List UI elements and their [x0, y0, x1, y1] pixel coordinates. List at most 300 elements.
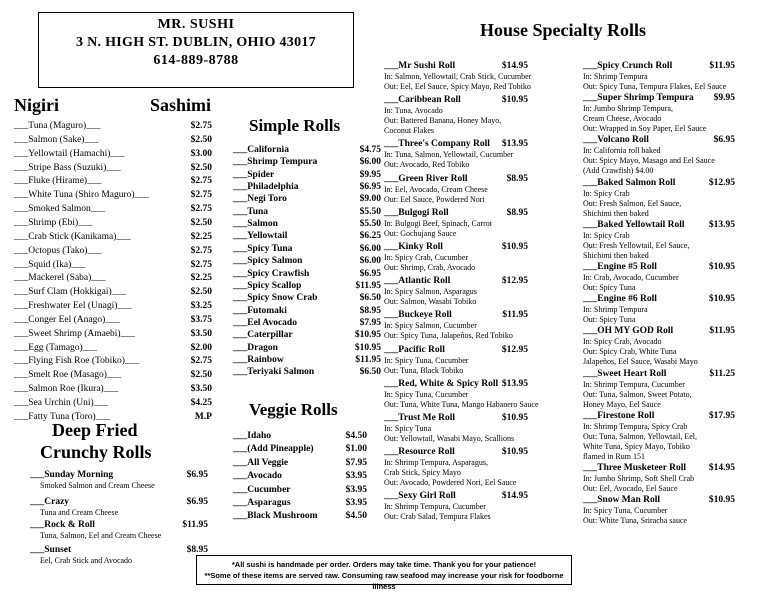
item-name: ___Salmon — [233, 219, 278, 230]
house-roll-item — [384, 95, 528, 136]
item-name: ___Yellowtail — [233, 231, 288, 242]
item-price: $6.00 — [359, 243, 381, 254]
item-name: ___Crazy — [30, 497, 70, 507]
item-description-line: Out: Tuna, Black Tobiko — [384, 365, 464, 375]
nigiri-row — [14, 328, 212, 341]
simple-roll-row — [233, 230, 381, 243]
item-price: $3.50 — [190, 328, 212, 339]
item-description-line: In: Shrimp Tempura — [583, 72, 648, 81]
item-name: ___Sunday Morning — [30, 470, 114, 480]
item-description-line: White Tuna, Spicy Mayo, Tobiko — [583, 441, 690, 451]
item-description-line: Out: Tuna, Salmon, Yellowtail, Eel, — [583, 431, 698, 441]
simple-roll-row — [233, 268, 381, 281]
veggie-roll-row — [233, 484, 367, 497]
item-name: ___Baked Yellowtail Roll — [583, 219, 685, 230]
simple-roll-row — [233, 342, 381, 355]
item-description: Eel, Crab Stick and Avocado — [40, 556, 133, 565]
item-description: Tuna and Cream Cheese — [40, 508, 119, 517]
item-name: ___Firestone Roll — [583, 410, 655, 421]
item-name: ___Pacific Roll — [384, 344, 445, 355]
crunchy-roll-item — [30, 520, 208, 541]
item-price: $2.25 — [190, 273, 212, 284]
item-description-line: In: Jumbo Shrimp Tempura, — [583, 104, 673, 114]
item-description: Smoked Salmon and Cream Cheese — [40, 481, 155, 490]
item-description-line: Out: Avocado, Red Tobiko — [384, 160, 470, 170]
item-description-line: Out: Eel, Avocado, Eel Sauce — [583, 484, 678, 493]
crunchy-roll-item — [30, 470, 208, 491]
item-price: $7.95 — [359, 317, 381, 328]
footer-notice — [196, 555, 572, 591]
item-name: ___Caribbean Roll — [384, 95, 461, 106]
item-description-line: In: Shrimp Tempura, Asparagus, — [384, 458, 488, 468]
item-description-line: In: Spicy Crab — [583, 188, 630, 198]
item-name: ___Smelt Roe (Masago)___ — [14, 370, 122, 381]
nigiri-row — [14, 342, 212, 355]
item-name: ___Sunset — [30, 545, 72, 555]
item-name: ___Spicy Crawfish — [233, 268, 310, 279]
item-price: $10.95 — [354, 342, 381, 353]
simple-roll-row — [233, 243, 381, 256]
item-name: ___Flying Fish Roe (Tobiko)___ — [14, 356, 140, 367]
item-price: $11.95 — [502, 310, 528, 321]
simple-roll-row — [233, 169, 381, 182]
item-name: ___Crab Stick (Kanikama)___ — [14, 231, 131, 242]
item-price: $6.50 — [359, 293, 381, 304]
item-name: ___Spicy Tuna — [233, 243, 293, 254]
item-description-line: Out: Spicy Tuna — [583, 283, 636, 292]
restaurant-phone: 614-889-8788 — [153, 53, 239, 68]
item-price: $2.50 — [190, 134, 212, 145]
item-description-line: Out: Gochujang Sauce — [384, 228, 457, 238]
item-price: $1.00 — [345, 444, 367, 455]
item-description-line: In: Crab, Avocado, Cucumber — [583, 273, 679, 282]
item-description-line: Out: Spicy Tuna, Jalapeños, Red Tobiko — [384, 331, 513, 341]
item-name: ___Super Shrimp Tempura — [583, 93, 694, 104]
item-name: ___Sexy Girl Roll — [384, 491, 456, 502]
house-roll-item — [583, 93, 735, 134]
item-price: $10.95 — [501, 95, 528, 106]
item-description-line: In: Shrimp Tempura, Cucumber — [384, 502, 486, 512]
item-name: ___Bulgogi Roll — [384, 207, 449, 218]
item-name: ___Rock & Roll — [30, 520, 95, 530]
item-price: $8.95 — [506, 173, 528, 184]
item-price: $6.95 — [713, 135, 735, 146]
item-name: ___Tuna — [233, 206, 269, 217]
item-price: $11.95 — [709, 61, 735, 71]
item-name: ___Caterpillar — [233, 330, 293, 341]
item-price: $9.00 — [359, 194, 381, 205]
item-price: $8.95 — [186, 545, 208, 555]
item-description-line: In: Spicy Salmon, Cucumber — [384, 321, 477, 331]
simple-roll-row — [233, 181, 381, 194]
item-name: ___Sea Urchin (Uni)___ — [14, 398, 108, 408]
item-description: Tuna, Salmon, Eel and Cream Cheese — [40, 531, 162, 540]
item-price: $2.50 — [190, 370, 212, 381]
item-name: ___Sweet Heart Roll — [583, 368, 667, 379]
simple-roll-row — [233, 144, 381, 157]
veggie-roll-row — [233, 497, 367, 510]
item-description-line: Out: Tuna, Salmon, Sweet Potato, — [583, 389, 692, 399]
item-price: $17.95 — [708, 410, 735, 421]
item-name: ___Smoked Salmon___ — [14, 204, 106, 215]
item-price: $10.95 — [708, 495, 735, 506]
item-price: $14.95 — [501, 61, 528, 71]
footer-line-2: **Some of these items are served raw. Consuming raw seafood may increase your risk for foodborne illness — [204, 571, 564, 591]
restaurant-address: 3 N. HIGH ST. DUBLIN, OHIO 43017 — [76, 35, 316, 50]
item-price: $2.50 — [190, 217, 212, 228]
item-description-line: In: Tuna, Salmon, Yellowtail, Cucumber — [384, 150, 514, 160]
item-price: $2.75 — [190, 204, 212, 215]
footer-line-1: *All sushi is handmade per order. Orders may take time. Thank you for your patience! — [231, 560, 537, 569]
item-name: ___Spicy Scallop — [233, 280, 302, 291]
item-price: $2.25 — [190, 231, 212, 242]
house-roll-item — [384, 447, 528, 488]
item-price: $3.95 — [345, 484, 367, 495]
item-description-line: Out: Battered Banana, Honey Mayo, — [384, 116, 502, 126]
veggie-roll-row — [233, 510, 367, 523]
item-description-line: Out: Avocado, Powdered Nori, Eel Sauce — [384, 478, 517, 488]
item-name: ___Fluke (Hirame)___ — [14, 176, 102, 187]
item-description-line: In: Shrimp Tempura, Cucumber — [583, 379, 685, 389]
item-description-line: Shichimi then baked — [583, 208, 649, 218]
nigiri-row — [14, 245, 212, 258]
item-description-line: Shichimi then baked — [583, 250, 649, 260]
house-specialty-heading: House Specialty Rolls — [480, 20, 647, 40]
house-roll-item — [384, 242, 528, 273]
item-name: ___Engine #6 Roll — [583, 294, 657, 305]
item-name: ___Rainbow — [233, 354, 284, 365]
item-price: $2.00 — [190, 342, 212, 353]
nigiri-row — [14, 314, 212, 327]
simple-roll-row — [233, 305, 381, 318]
item-price: $5.50 — [359, 206, 381, 217]
item-name: ___Snow Man Roll — [583, 495, 661, 506]
item-name: ___Salmon (Sake)___ — [14, 134, 99, 145]
nigiri-row — [14, 217, 212, 230]
item-price: $8.95 — [359, 305, 381, 316]
item-name: ___OH MY GOD Roll — [583, 326, 674, 337]
item-name: ___Salmon Roe (Ikura)___ — [14, 384, 118, 395]
restaurant-header — [38, 12, 354, 88]
item-price: $4.75 — [359, 145, 381, 155]
item-description-line: In: Eel, Avocado, Cream Cheese — [384, 184, 488, 194]
item-description-line: In: Spicy Crab, Avocado — [583, 337, 662, 347]
simple-roll-row — [233, 218, 381, 231]
item-description-line: In: Shrimp Tempura — [583, 305, 648, 315]
item-price: $10.95 — [354, 330, 381, 341]
item-name: ___Dragon — [233, 342, 278, 353]
item-name: ___Shrimp Tempura — [233, 157, 318, 168]
item-price: $13.95 — [501, 139, 528, 150]
item-name: ___Freshwater Eel (Unagi)___ — [14, 301, 132, 312]
item-name: ___California — [233, 145, 289, 155]
item-name: ___Sweet Shrimp (Amaebi)___ — [14, 328, 135, 339]
item-name: ___Tuna (Maguro)___ — [14, 121, 101, 131]
simple-rolls-heading: Simple Rolls — [249, 116, 341, 135]
item-price: $6.00 — [359, 157, 381, 168]
nigiri-row — [14, 355, 212, 368]
item-name: ___Atlantic Roll — [384, 276, 451, 287]
item-price: $6.95 — [359, 268, 381, 279]
item-description-line: In: Shrimp Tempura, Spicy Crab — [583, 421, 688, 431]
item-name: ___Asparagus — [233, 498, 291, 508]
item-name: ___White Tuna (Shiro Maguro)___ — [14, 190, 149, 201]
item-price: $10.95 — [708, 294, 735, 305]
item-description-line: In: California roll baked — [583, 146, 661, 156]
item-price: $4.50 — [345, 511, 367, 522]
item-price: $3.25 — [190, 301, 212, 312]
simple-roll-row — [233, 193, 381, 206]
item-name: ___Spicy Salmon — [233, 256, 303, 267]
item-description-line: flamed in Rum 151 — [583, 451, 645, 461]
item-name: ___Futomaki — [233, 305, 287, 316]
nigiri-row — [14, 369, 212, 382]
item-description-line: Crab Stick, Spicy Mayo — [384, 468, 461, 478]
house-roll-item — [583, 294, 735, 325]
item-description-line: Out: Crab Salad, Tempura Flakes — [384, 512, 491, 522]
item-name: ___(Add Pineapple) — [233, 444, 314, 455]
item-description-line: Out: Spicy Tuna, Tempura Flakes, Eel Sauce — [583, 82, 727, 91]
item-description-line: Out: Fresh Yellowtail, Eel Sauce, — [583, 240, 690, 250]
item-description-line: In: Spicy Tuna — [384, 424, 432, 433]
house-roll-item — [583, 326, 735, 367]
nigiri-row — [14, 397, 212, 410]
item-name: ___Octopus (Tako)___ — [14, 245, 102, 256]
nigiri-row — [14, 231, 212, 244]
nigiri-heading: Nigiri — [14, 95, 59, 115]
house-roll-item — [384, 276, 528, 307]
house-roll-item — [384, 310, 528, 341]
item-name: ___Fatty Tuna (Toro)___ — [14, 411, 110, 422]
item-description-line: In: Spicy Crab, Cucumber — [384, 253, 468, 262]
simple-roll-row — [233, 255, 381, 268]
veggie-roll-row — [233, 430, 367, 443]
house-roll-item — [583, 220, 735, 261]
item-price: $14.95 — [501, 491, 528, 502]
item-price: $4.50 — [345, 431, 367, 441]
item-price: $9.95 — [713, 93, 735, 104]
item-name: ___Spicy Crunch Roll — [583, 61, 673, 71]
house-roll-item — [384, 208, 528, 239]
item-price: $6.95 — [186, 470, 208, 480]
item-description-line: In: Tuna, Avocado — [384, 106, 443, 116]
item-price: $11.95 — [709, 326, 735, 337]
item-price: $2.75 — [190, 121, 212, 131]
item-name: ___Spider — [233, 169, 275, 180]
nigiri-row — [14, 300, 212, 313]
house-roll-item — [583, 369, 735, 410]
item-description-line: Out: White Tuna, Sriracha sauce — [583, 516, 688, 526]
veggie-roll-row — [233, 470, 367, 483]
item-name: ___Baked Salmon Roll — [583, 177, 676, 188]
crunchy-roll-item — [30, 497, 208, 518]
item-description-line: In: Spicy Salmon, Asparagus — [384, 287, 477, 297]
restaurant-name: MR. SUSHI — [157, 17, 235, 32]
house-roll-item — [384, 491, 528, 522]
item-name: ___Negi Toro — [233, 194, 287, 205]
item-name: ___Stripe Bass (Suzuki)___ — [14, 162, 121, 173]
simple-roll-row — [233, 156, 381, 169]
item-price: $12.95 — [501, 344, 528, 355]
item-name: ___Three's Company Roll — [384, 139, 490, 150]
house-roll-item — [583, 495, 735, 526]
item-name: ___Avocado — [233, 471, 282, 482]
item-price: $6.95 — [186, 497, 208, 507]
item-description-line: Out: Spicy Tuna — [583, 315, 636, 325]
nigiri-row — [14, 175, 212, 188]
simple-roll-row — [233, 366, 381, 379]
item-price: $8.95 — [506, 207, 528, 218]
nigiri-row — [14, 120, 212, 133]
house-roll-item — [384, 174, 528, 205]
house-roll-item — [583, 61, 735, 92]
item-price: $2.50 — [190, 162, 212, 173]
item-price: $11.95 — [355, 354, 381, 365]
house-roll-item — [384, 378, 539, 410]
item-price: $12.95 — [708, 177, 735, 188]
item-description-line: Out: Fresh Salmon, Eel Sauce, — [583, 198, 682, 208]
item-name: ___Yellowtail (Hamachi)___ — [14, 148, 125, 159]
item-price: $11.95 — [182, 520, 208, 530]
item-name: ___Mackerel (Saba)___ — [14, 273, 106, 284]
nigiri-row — [14, 189, 212, 202]
veggie-roll-row — [233, 443, 367, 456]
item-price: $6.95 — [359, 182, 381, 193]
house-roll-item — [384, 345, 528, 376]
nigiri-row — [14, 203, 212, 216]
house-roll-item — [384, 139, 528, 170]
item-price: $11.25 — [709, 368, 735, 379]
simple-roll-row — [233, 354, 381, 367]
item-name: ___Teriyaki Salmon — [233, 367, 315, 378]
item-price: $5.50 — [359, 219, 381, 230]
item-name: ___Conger Eel (Anago)___ — [14, 314, 120, 325]
item-name: ___Resource Roll — [384, 447, 455, 458]
item-name: ___Buckeye Roll — [384, 310, 452, 321]
item-name: ___Mr Sushi Roll — [384, 61, 456, 71]
item-name: ___Shrimp (Ebi)___ — [14, 217, 93, 228]
item-description-line: Out: Shrimp, Crab, Avocado — [384, 263, 476, 272]
nigiri-row — [14, 148, 212, 161]
item-price: $4.25 — [190, 398, 212, 408]
item-price: $3.75 — [190, 314, 212, 325]
item-description-line: Out: Yellowtail, Wasabi Mayo, Scallions — [384, 434, 515, 443]
item-name: ___Kinky Roll — [384, 242, 443, 252]
item-price: $3.95 — [345, 471, 367, 482]
item-description-line: Out: Spicy Crab, White Tuna — [583, 347, 677, 357]
item-price: $6.50 — [359, 367, 381, 378]
item-price: $7.95 — [345, 457, 367, 468]
item-description-line: Out: Spicy Mayo, Masago and Eel Sauce — [583, 156, 715, 166]
item-name: ___Trust Me Roll — [384, 413, 456, 423]
house-roll-item — [583, 411, 735, 462]
sashimi-heading: Sashimi — [150, 95, 212, 115]
item-name: ___Surf Clam (Hokkigai)___ — [14, 287, 126, 298]
item-description-line: In: Salmon, Yellowtail, Crab Stick, Cucumber — [384, 72, 532, 81]
simple-roll-row — [233, 317, 381, 330]
nigiri-row — [14, 272, 212, 285]
item-name: ___Engine #5 Roll — [583, 262, 657, 272]
item-price: $2.75 — [190, 176, 212, 187]
item-price: M.P — [194, 411, 212, 422]
item-name: ___Red, White & Spicy Roll — [384, 378, 499, 389]
item-price: $2.75 — [190, 190, 212, 201]
item-name: ___Eel Avocado — [233, 317, 297, 328]
item-name: ___Black Mushroom — [233, 511, 318, 522]
item-name: ___Three Musketeer Roll — [583, 463, 687, 473]
item-name: ___Green River Roll — [384, 173, 468, 184]
item-description-line: Out: Tuna, White Tuna, Mango Habanero Sauce — [384, 399, 539, 409]
item-description-line: In: Spicy Tuna, Cucumber — [384, 389, 469, 399]
item-name: ___Philadelphia — [233, 182, 299, 193]
item-price: $3.95 — [345, 498, 367, 508]
item-price: $10.95 — [501, 413, 528, 423]
item-price: $2.75 — [190, 259, 212, 270]
item-description-line: Out: Eel, Eel Sauce, Spicy Mayo, Red Tobiko — [384, 82, 531, 91]
simple-roll-row — [233, 206, 381, 219]
item-price: $13.95 — [501, 378, 528, 389]
item-description-line: (Add Crawfish) $4.00 — [583, 166, 654, 176]
veggie-rolls-heading: Veggie Rolls — [249, 400, 338, 419]
house-roll-item — [583, 135, 735, 176]
crunchy-roll-item — [30, 545, 208, 566]
item-description-line: Cream Cheese, Avocado — [583, 114, 662, 124]
house-roll-item — [583, 178, 735, 219]
item-price: $2.50 — [190, 287, 212, 298]
item-description-line: In: Spicy Crab — [583, 230, 630, 240]
item-name: ___Squid (Ika)___ — [14, 259, 86, 270]
item-price: $12.95 — [501, 276, 528, 287]
item-price: $10.95 — [708, 262, 735, 272]
item-description-line: Jalapeños, Eel Sauce, Wasabi Mayo — [583, 357, 698, 367]
item-price: $6.00 — [359, 256, 381, 267]
nigiri-row — [14, 259, 212, 272]
item-description-line: Coconut Flakes — [384, 126, 434, 136]
item-price: $2.75 — [190, 245, 212, 256]
item-name: ___Cucumber — [233, 484, 291, 495]
item-price: $3.00 — [190, 148, 212, 159]
item-price: $6.25 — [359, 231, 381, 242]
item-name: ___Volcano Roll — [583, 135, 649, 146]
item-price: $9.95 — [359, 169, 381, 180]
item-price: $10.95 — [501, 242, 528, 252]
item-description-line: Out: Wrapped in Soy Paper, Eel Sauce — [583, 124, 707, 134]
item-description-line: In: Jumbo Shrimp, Soft Shell Crab — [583, 474, 695, 483]
veggie-roll-row — [233, 457, 367, 470]
item-price: $13.95 — [708, 219, 735, 230]
item-name: ___Egg (Tamago)___ — [14, 342, 97, 353]
house-roll-item — [384, 61, 532, 92]
nigiri-row — [14, 162, 212, 175]
item-price: $10.95 — [501, 447, 528, 458]
nigiri-row — [14, 134, 212, 147]
item-description-line: Out: Salmon, Wasabi Tobiko — [384, 297, 477, 307]
item-price: $11.95 — [355, 280, 381, 291]
item-name: ___Idaho — [233, 431, 272, 441]
item-price: $3.50 — [190, 384, 212, 395]
item-description-line: Out: Eel Sauce, Powdered Nori — [384, 194, 485, 204]
house-roll-item — [384, 413, 528, 444]
simple-roll-row — [233, 329, 381, 342]
crunchy-rolls-heading: Crunchy Rolls — [40, 442, 152, 462]
item-price: $2.75 — [190, 356, 212, 367]
simple-roll-row — [233, 292, 381, 305]
deep-fried-heading: Deep Fried — [52, 420, 138, 440]
simple-roll-row — [233, 280, 381, 293]
nigiri-row — [14, 383, 212, 396]
item-description-line: Honey Mayo, Eel Sauce — [583, 399, 661, 409]
item-description-line: In: Spicy Tuna, Cucumber — [384, 355, 469, 365]
